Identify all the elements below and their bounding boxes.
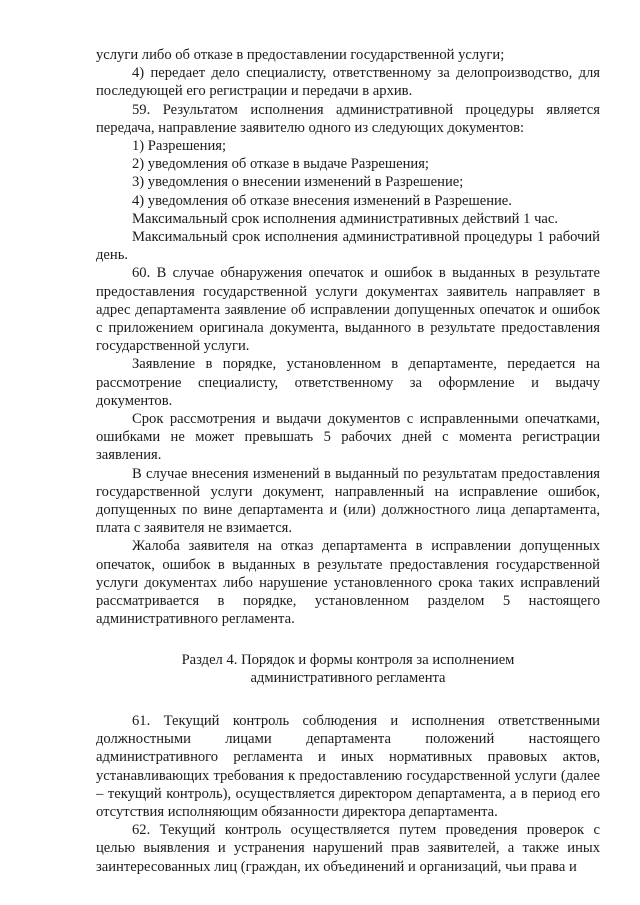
paragraph-60-term: Срок рассмотрения и выдачи документов с исправленными опечатками, ошибками не может превышать 5 рабочих дней с момента регистрации заявления. [96,411,600,464]
paragraph-62: 62. Текущий контроль осуществляется путем проведения проверок с целью выявления и устранения нарушений прав заявителей, а также иных заинтересованных лиц (граждан, их объединений и организаций, чьи права и [96,822,600,875]
paragraph-60: 60. В случае обнаружения опечаток и ошибок в выданных в результате предоставления государственной услуги документах заявитель направляет в адрес департамента заявление об исправлении допущенных опечаток и ошибок с приложением оригинала документа, выданного в результате предоставления государственной услуги. [96,265,600,355]
max-actions-term: Максимальный срок исполнения административных действий 1 час. [132,210,559,227]
paragraph-59: 59. Результатом исполнения административной процедуры является передача, направление заявителю одного из следующих документов: [96,101,600,136]
list-item: 1) Разрешения; [132,138,227,155]
max-procedure-term: Максимальный срок исполнения административной процедуры 1 рабочий день. [96,229,600,264]
paragraph-60-transfer: Заявление в порядке, установленном в департаменте, передается на рассмотрение специалисту, ответственному за оформление и выдачу документов. [96,356,600,409]
section-title-line-2: административного регламента [250,669,446,686]
paragraph-item-4: 4) передает дело специалисту, ответственному за делопроизводство, для последующей его регистрации и передачи в архив. [96,65,600,100]
paragraph-continuation: услуги либо об отказе в предоставлении государственной услуги; [96,47,505,63]
spacer [96,687,600,712]
paragraph-61: 61. Текущий контроль соблюдения и исполнения ответственными должностными лицами департамента положений настоящего административного регламента и иных нормативных правовых актов, устанавливающих требования к предоставлению государственной услуги (далее – текущий контроль), осуществляется директором департамента, а в период его отсутствия исполняющим обязанности директора департамента. [96,712,600,820]
list-item: 3) уведомления о внесении изменений в Разрешение; [132,174,464,191]
section-title-line-1: Раздел 4. Порядок и формы контроля за исполнением [181,651,515,668]
list-item: 4) уведомления об отказе внесения изменений в Разрешение. [132,192,512,209]
document-page [96,46,600,876]
paragraph-60-fee: В случае внесения изменений в выданный по результатам предоставления государственной услуги документ, направленный на исправление ошибок, допущенных по вине департамента и (или) должностного лица департамента, плата с заявителя не взимается. [96,465,600,537]
spacer [96,629,600,651]
paragraph-60-complaint: Жалоба заявителя на отказ департамента в исправлении допущенных опечаток, ошибок в выданных в результате предоставления государственной услуги документах либо нарушение установленного срока таких исправлений рассматривается в порядке, установленном разделом 5 настоящего административного регламента. [96,538,600,628]
list-item: 2) уведомления об отказе в выдаче Разрешения; [132,156,429,173]
